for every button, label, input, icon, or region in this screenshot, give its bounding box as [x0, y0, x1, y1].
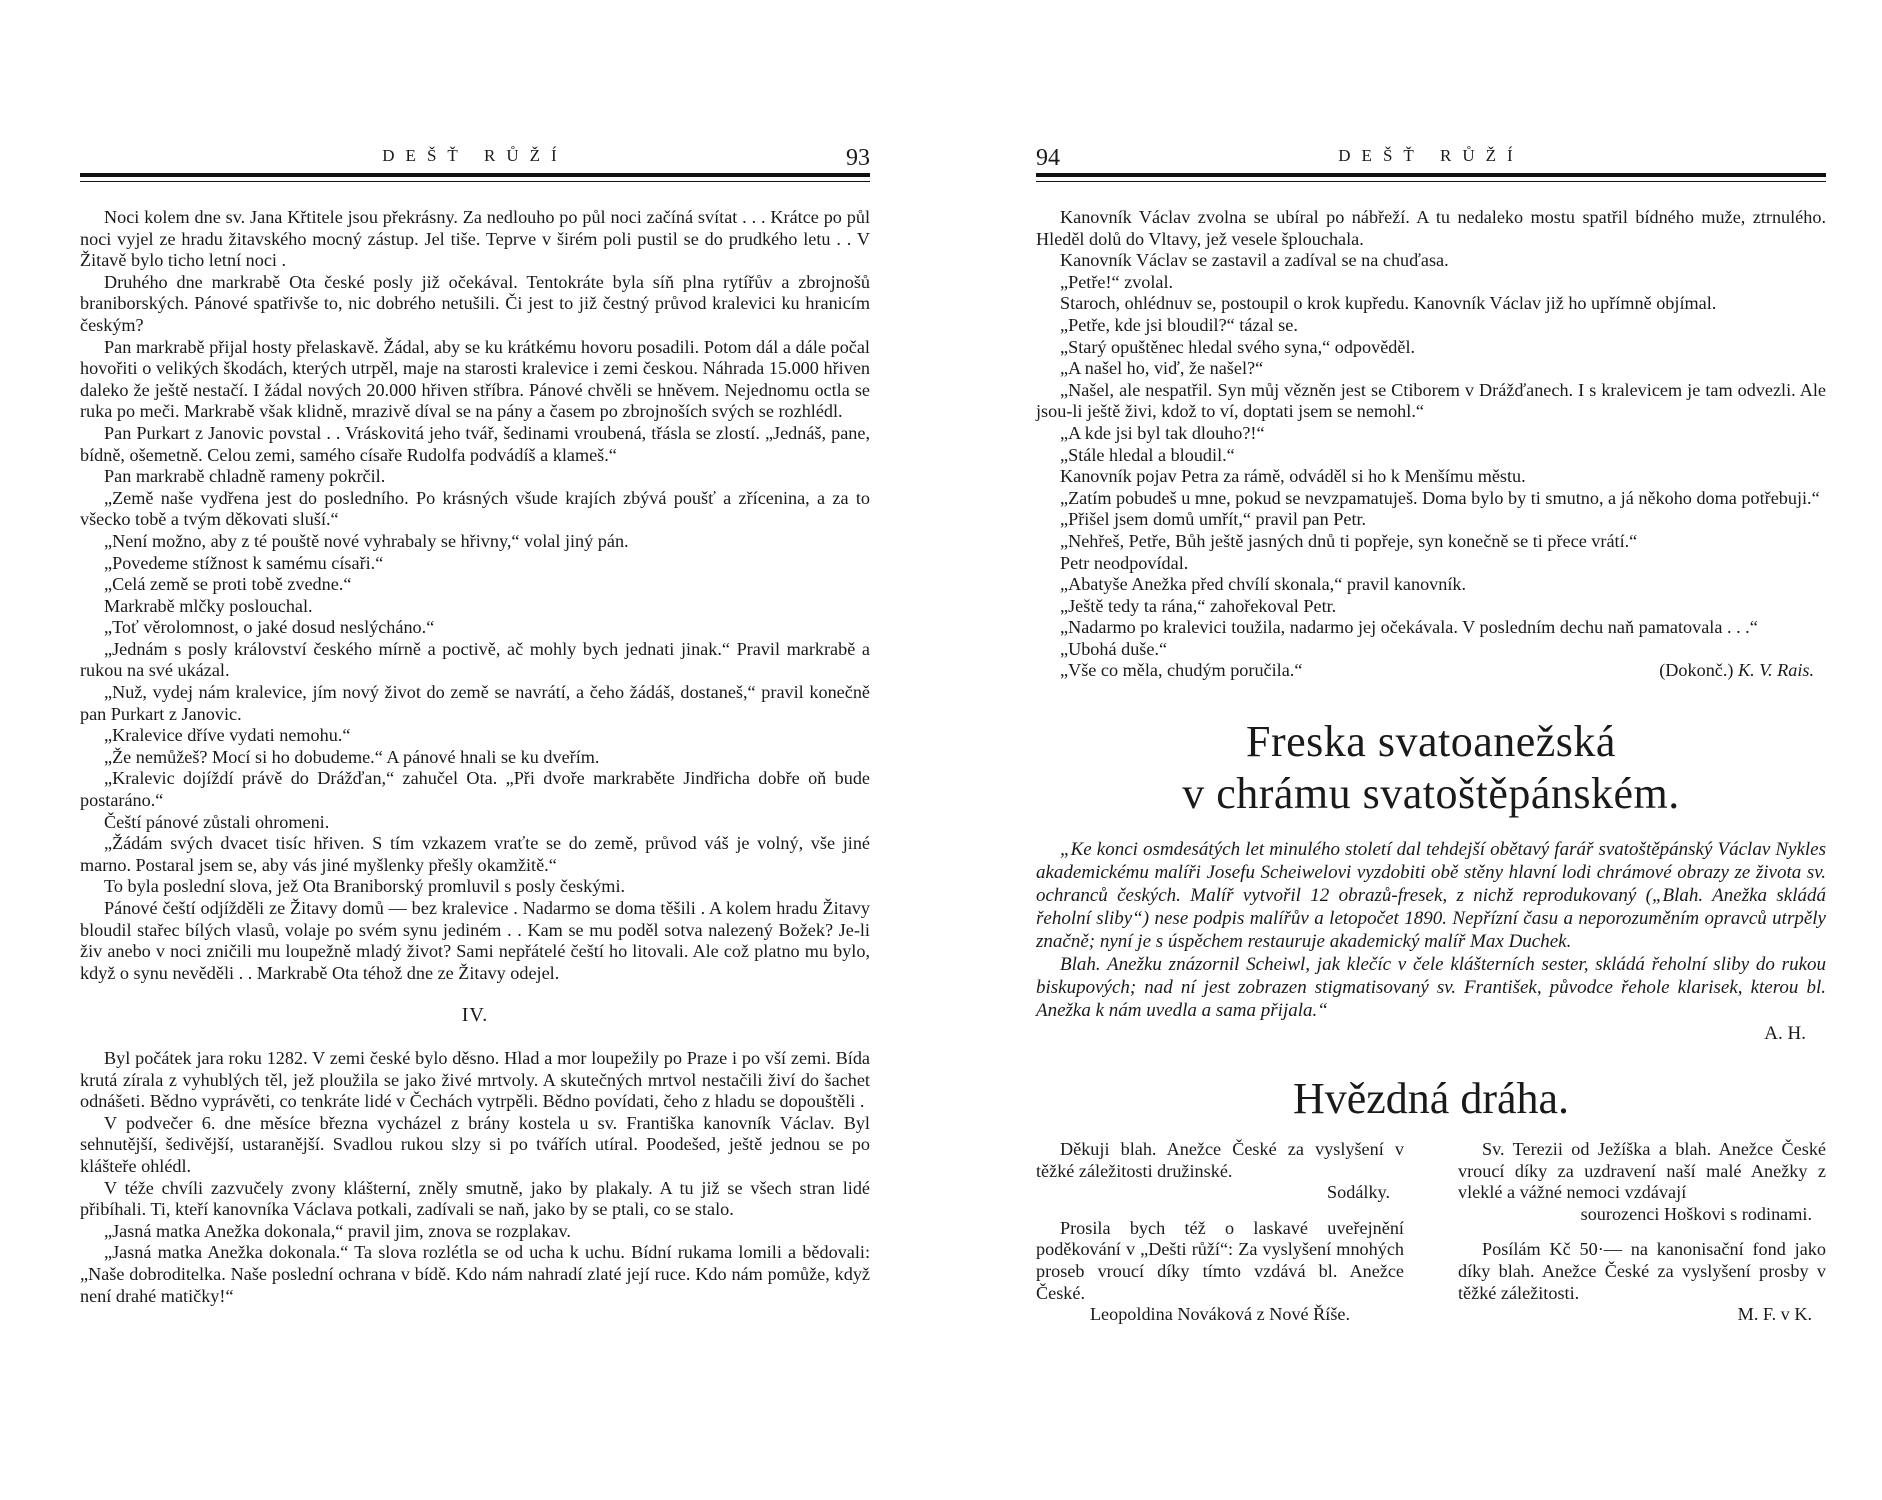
- paragraph: Petr neodpovídal.: [1060, 552, 1189, 573]
- paragraph: Kanovník pojav Petra za rámě, odváděl si ho k Menšímu městu.: [1060, 466, 1526, 487]
- author-initials: A. H.: [1764, 1023, 1806, 1045]
- paragraph: Pánové čeští odjížděli ze Žitavy domů — bez kralevice . Nadarmo se doma těšili . A kolem hradu Žitavy bloudil stařec bílých vlasů, volaje po svém synu jediném . . Kam se mu poděl sotva nalezený Božek? Je-li živ anebo v noci zničili mu loupežně mladý život? Sami nepřátelé čeští ho litovali. Ale což platno mu bylo, když o synu nevěděli . . Markrabě Ota téhož dne ze Žitavy odejel.: [80, 898, 870, 983]
- thanksgiving-columns: [1036, 1139, 1826, 1340]
- paragraph: „Že nemůžeš? Mocí si ho dobudeme.“ A pánové hnali se ku dveřím.: [104, 746, 600, 767]
- header-rule-thin: [1036, 181, 1826, 182]
- section-heading: IV.: [461, 1004, 489, 1027]
- paragraph: Pan Purkart z Janovic povstal . . Vráskovitá jeho tvář, šedinami vroubená, třásla se zlostí. „Jednáš, pane, bídně, ošemetně. Celou zemi, samého císaře Rudolfa podvádíš a klameš.“: [80, 422, 870, 465]
- paragraph: „Povedeme stížnost k samému císaři.“: [104, 552, 384, 573]
- list-item: [1036, 1139, 1404, 1204]
- paragraph: „Přišel jsem domů umřít,“ pravil pan Petr.: [1060, 509, 1367, 530]
- left-page-body: [80, 207, 870, 1307]
- paragraph: Noci kolem dne sv. Jana Křtitele jsou překrásny. Za nedlouho po půl noci začíná svítat . . . Krátce po půl noci vyjel ze hradu žitavského mocný zástup. Jel tiše. Teprve v širém poli pustil se do prudkého letu . . V Žitavě bylo ticho letní noci .: [80, 207, 870, 271]
- header-rule-thin: [80, 181, 870, 182]
- paragraph: „Kralevice dříve vydati nemohu.“: [104, 725, 351, 746]
- article-title-line-1: Freska svatoanežská: [1246, 717, 1616, 767]
- paragraph: „Země naše vydřena jest do posledního. Po krásných všude krajích zbývá poušť a zřícenina, a za to všecko tobě a tvým děkovati sluší.“: [80, 487, 870, 530]
- paragraph: Kanovník Václav zvolna se ubíral po nábřeží. A tu nedaleko mostu spatřil bídného muže, ztrnulého. Hleděl dolů do Vltavy, jež vesele šplouchala.: [1036, 207, 1826, 249]
- paragraph: „Toť věrolomnost, o jaké dosud neslýcháno.“: [104, 617, 435, 638]
- thanks-signature: Sodálky.: [1327, 1182, 1390, 1203]
- thanks-signature: M. F. v K.: [1737, 1304, 1812, 1325]
- paragraph: „Jasná matka Anežka dokonala,“ pravil jim, znova se rozplakav.: [104, 1220, 571, 1241]
- right-page: [941, 0, 1882, 1500]
- paragraph: Staroch, ohlédnuv se, postoupil o krok kupředu. Kanovník Václav již ho upřímně objímal.: [1060, 293, 1717, 314]
- right-page-body: [1036, 207, 1826, 1340]
- right-page-header: [1036, 144, 1826, 174]
- column-left: [1036, 1139, 1404, 1340]
- paragraph: „Petře!“ zvolal.: [1060, 271, 1174, 292]
- paragraph: „Starý opuštěnec hledal svého syna,“ odpověděl.: [1060, 336, 1416, 357]
- paragraph: Pan markrabě chladně rameny pokrčil.: [104, 466, 386, 487]
- continuation-note: (Dokonč.): [1659, 660, 1734, 681]
- thanks-text: Posílám Kč 50·— na kanonisační fond jako díky blah. Anežce České za vyslyšení prosby v těžké záležitosti.: [1458, 1239, 1826, 1303]
- running-title: DEŠŤ RŮŽÍ: [1338, 146, 1524, 165]
- header-rule: [80, 173, 870, 177]
- last-line: „Vše co měla, chudým poručila.“: [1060, 660, 1303, 681]
- paragraph: „Nadarmo po kralevici toužila, nadarmo jej očekávala. V posledním dechu naň pamatovala . . .“: [1060, 617, 1758, 638]
- column-right: [1458, 1139, 1826, 1340]
- paragraph: Pan markrabě přijal hosty přelaskavě. Žádal, aby se ku krátkému hovoru posadili. Potom dál a dále počal hovořiti o velikých škodách, kterých utrpěl, maje na starosti kralevice i zemi českou. Náhrada 15.000 hřiven daleko že ještě nestačí. I žádal nových 20.000 hřiven stříbra. Pánové chvěli se hněvem. Nejednomu octla se ruka po meči. Markrabě však klidně, mrazivě díval se na pány a časem po zbrojnoších svých se rozhlédl.: [80, 336, 870, 422]
- article-body: [1036, 838, 1826, 1045]
- paragraph: V téže chvíli zazvučely zvony klášterní, zněly smutně, jako by plakaly. A tu již se všech stran lidé přibíhali. Ti, kteří kanovníka Václava potkali, zadívali se naň, jako by se ptali, co se stalo.: [80, 1177, 870, 1220]
- author-signature: [1659, 660, 1814, 682]
- paragraph: V podvečer 6. dne měsíce března vycházel z brány kostela u sv. Františka kanovník Václav. Byl sehnutější, šedivější, ustaranější. Svadlou rukou slzy si po tvářích utíral. Poodešed, ještě jednou se po klášteře ohlédl.: [80, 1112, 870, 1176]
- paragraph: „Našel, ale nespatřil. Syn můj vězněn jest se Ctiborem v Drážďanech. I s kralevicem je tam odvezli. Ale jsou-li ještě živi, kdož to ví, doptati jsem se nemohl.“: [1036, 379, 1826, 422]
- paragraph: „A našel ho, viď, že našel?“: [1060, 358, 1264, 379]
- paragraph: To byla poslední slova, jež Ota Braniborský promluvil s posly českými.: [104, 876, 626, 897]
- paragraph: „Nehřeš, Petře, Bůh ještě jasných dnů ti popřeje, syn konečně se ti přece vrátí.“: [1060, 530, 1638, 551]
- paragraph: „Jasná matka Anežka dokonala.“ Ta slova rozlétla se od ucha k uchu. Bídní rukama lomili a bědovali: „Naše dobroditelka. Naše poslední ochrana v bídě. Kdo nám nahradí zlaté její ruce. Kdo nám pomůže, když není drahé matičky!“: [80, 1242, 870, 1306]
- author-name: K. V. Rais.: [1738, 660, 1814, 681]
- paragraph: „Kralevic dojíždí právě do Drážďan,“ zahučel Ota. „Při dvoře markraběte Jindřicha dobře oň bude postaráno.“: [80, 768, 870, 811]
- paragraph: „Není možno, aby z té pouště nové vyhrabaly se hřivny,“ volal jiný pán.: [104, 530, 629, 551]
- paragraph: „Nuž, vydej nám kralevice, jím nový život do země se navrátí, a čeho žádáš, dostaneš,“ pravil konečně pan Purkart z Janovic.: [80, 682, 870, 724]
- paragraph: Markrabě mlčky poslouchal.: [104, 595, 313, 616]
- thanks-text: Děkuji blah. Anežce České za vyslyšení v těžké záležitosti družinské.: [1036, 1139, 1404, 1181]
- thanks-signature: Leopoldina Nováková z Nové Říše.: [1089, 1304, 1351, 1325]
- article-title: [1036, 716, 1826, 820]
- paragraph: „Ještě tedy ta rána,“ zahořekoval Petr.: [1060, 595, 1337, 616]
- paragraph: „Ke konci osmdesátých let minulého století dal tehdejší obětavý farář svatoštěpánský Václav Nykles akademickému malíři Josefu Scheiwelovi vyzdobiti obě stěny hlavní lodi chrámové obrazy ze života sv. ochranců českých. Malíř vytvořil 12 obrazů-fresek, z nichž reprodukovaný („Blah. Anežka skládá řeholní sliby“) nese podpis malířův a letopočet 1890. Nepřízní času a neporozuměním opravců utrpěly značně; nyní je s úspěchem restauruje akademický malíř Max Duchek.: [1036, 839, 1826, 953]
- list-item: [1036, 1218, 1404, 1326]
- left-page-header: [80, 144, 870, 174]
- paragraph: „Abatyše Anežka před chvílí skonala,“ pravil kanovník.: [1060, 574, 1467, 595]
- thanks-text: Sv. Terezii od Ježíška a blah. Anežce České vroucí díky za uzdravení naší malé Anežky z vleklé a vážné nemoci vzdávají: [1458, 1139, 1826, 1203]
- paragraph: „Petře, kde jsi bloudil?“ tázal se.: [1060, 314, 1298, 335]
- paragraph: „Zatím pobudeš u mne, pokud se nevzpamatuješ. Doma bylo by ti smutno, a já někoho doma potřebuji.“: [1060, 487, 1820, 508]
- paragraph: Blah. Anežku znázornil Scheiwl, jak klečíc v čele klášterních sester, skládá řeholní sliby do rukou biskupových; nad ní jest zobrazen stigmatisovaný sv. František, původce řehole klarisek, kterou bl. Anežka k nám uvedla a sama přijala.“: [1036, 954, 1826, 1022]
- paragraph: „Žádám svých dvacet tisíc hřiven. S tím vzkazem vraťte se do země, průvod váš je volný, vše jiné marno. Postaral jsem se, aby vás jiné myšlenky přešly okamžitě.“: [80, 833, 870, 875]
- page-number: 94: [1036, 145, 1060, 171]
- closing-line: [1036, 660, 1826, 682]
- list-item: [1458, 1239, 1826, 1325]
- paragraph: „A kde jsi byl tak dlouho?!“: [1060, 422, 1265, 443]
- page-number: 93: [846, 145, 870, 171]
- paragraph: Čeští pánové zůstali ohromeni.: [104, 811, 330, 832]
- section-title: Hvězdná dráha.: [1292, 1074, 1570, 1124]
- thanks-signature: sourozenci Hoškovi s rodinami.: [1580, 1203, 1812, 1224]
- paragraph: „Celá země se proti tobě zvedne.“: [104, 574, 352, 595]
- thanks-text: Prosila bych též o laskavé uveřejnění poděkování v „Dešti růží“: Za vyslyšení mnohých proseb vroucí díky tímto vzdává bl. Anežce České.: [1036, 1217, 1404, 1303]
- paragraph: Druhého dne markrabě Ota české posly již očekával. Tentokráte byla síň plna rytířův a zbrojnošů braniborských. Pánové spatřivše to, nic dobrého netušili. Či jest to již čestný průvod kralevici ku hranicím českým?: [80, 271, 870, 335]
- header-rule: [1036, 173, 1826, 177]
- paragraph: „Stále hledal a bloudil.“: [1060, 444, 1235, 465]
- list-item: [1458, 1139, 1826, 1225]
- paragraph: Byl počátek jara roku 1282. V zemi české bylo děsno. Hlad a mor loupežily po Praze i po vší zemi. Bída krutá zírala z vyhublých těl, jež ploužila se jako živé mrtvoly. A skutečných mrtvol nestačili živí do šachet odnášeti. Bědno vyprávěti, co tenkráte lidé v Čechách vytrpěli. Bědno povídati, čeho z hladu se dopouštěli .: [80, 1047, 870, 1112]
- paragraph: „Jednám s posly království českého mírně a poctivě, ač mohly bych jednati jinak.“ Pravil markrabě a rukou na své ukázal.: [80, 638, 870, 681]
- article-title-line-2: v chrámu svatoštěpánském.: [1182, 769, 1680, 819]
- running-title: DEŠŤ RŮŽÍ: [382, 146, 568, 165]
- paragraph: Kanovník Václav se zastavil a zadíval se na chuďasa.: [1060, 250, 1449, 271]
- paragraph: „Ubohá duše.“: [1060, 638, 1168, 659]
